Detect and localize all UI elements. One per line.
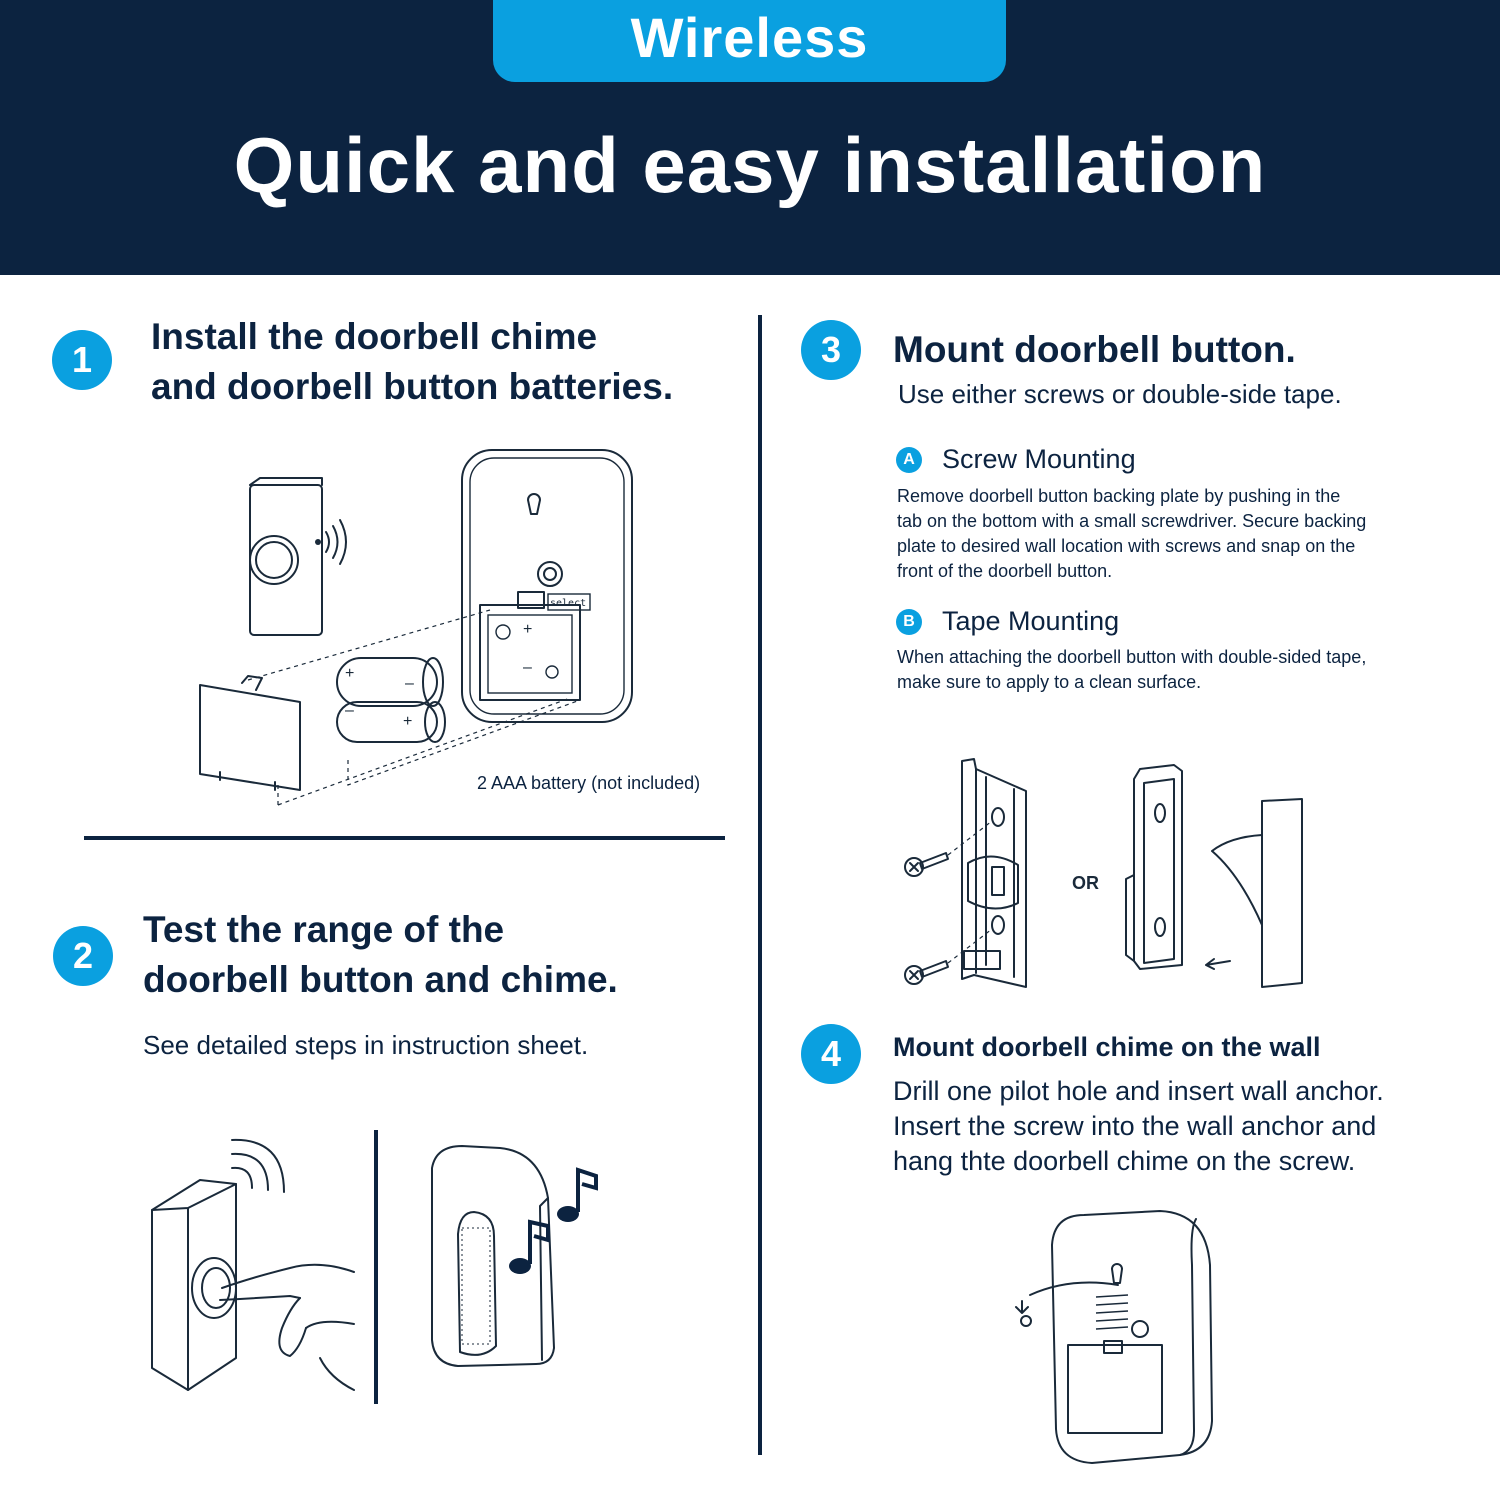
step-4-badge: 4 bbox=[801, 1024, 861, 1084]
svg-text:+: + bbox=[403, 713, 413, 730]
option-b-line-2: make sure to apply to a clean surface. bbox=[897, 672, 1202, 692]
step-4-line-3: hang thte doorbell chime on the screw. bbox=[893, 1146, 1356, 1176]
screw-icon bbox=[905, 821, 992, 984]
svg-text:+: + bbox=[345, 665, 355, 682]
svg-text:–: – bbox=[345, 702, 354, 719]
step-1-badge: 1 bbox=[52, 330, 112, 390]
step-4-line-1: Drill one pilot hole and insert wall anchor. bbox=[893, 1076, 1384, 1106]
option-a-line-2: tab on the bottom with a small screwdriver. Secure backing bbox=[897, 511, 1367, 531]
step-2-title-line2: doorbell button and chime. bbox=[143, 959, 618, 1000]
option-a-line-3: plate to desired wall location with screws and snap on the bbox=[897, 536, 1356, 556]
option-b-badge: B bbox=[896, 609, 922, 635]
or-label: OR bbox=[1072, 873, 1099, 893]
svg-text:+: + bbox=[523, 621, 533, 638]
backing-plate-icon bbox=[1126, 765, 1182, 969]
select-label: select bbox=[550, 598, 587, 609]
option-b-line-1: When attaching the doorbell button with double-sided tape, bbox=[897, 647, 1367, 667]
option-a-line-1: Remove doorbell button backing plate by pushing in the bbox=[897, 486, 1341, 506]
step-2-title-line1: Test the range of the bbox=[143, 909, 505, 950]
wireless-tag: Wireless bbox=[493, 0, 1006, 82]
battery-caption: 2 AAA battery (not included) bbox=[477, 773, 701, 793]
doorbell-button-icon bbox=[152, 1140, 284, 1390]
tape-strip-icon bbox=[1206, 799, 1302, 987]
step-3-subtitle: Use either screws or double-side tape. bbox=[898, 379, 1342, 409]
step-3-title: Mount doorbell button. bbox=[893, 329, 1296, 370]
chime-unit-icon bbox=[432, 1146, 554, 1366]
battery-cover-icon bbox=[200, 676, 300, 790]
section-divider bbox=[84, 836, 725, 840]
step-1-title-line2: and doorbell button batteries. bbox=[151, 366, 674, 407]
option-b-title: Tape Mounting bbox=[942, 606, 1120, 636]
chime-unit-icon bbox=[1052, 1211, 1212, 1463]
option-a-title: Screw Mounting bbox=[942, 444, 1136, 474]
backing-plate-icon bbox=[962, 759, 1026, 987]
option-a-line-4: front of the doorbell button. bbox=[897, 561, 1113, 581]
aaa-battery-icon bbox=[337, 658, 445, 742]
step-2-badge: 2 bbox=[53, 926, 113, 986]
step-2-text: See detailed steps in instruction sheet. bbox=[143, 1030, 589, 1060]
music-note-icon bbox=[509, 1170, 596, 1274]
step-4-title: Mount doorbell chime on the wall bbox=[893, 1032, 1321, 1062]
svg-text:–: – bbox=[405, 675, 414, 692]
column-divider bbox=[758, 315, 762, 1455]
option-a-badge: A bbox=[896, 447, 922, 473]
battery-install-illustration bbox=[190, 440, 650, 820]
page-title: Quick and easy installation bbox=[233, 121, 1267, 209]
chime-unit-icon bbox=[462, 450, 632, 722]
doorbell-button-icon bbox=[250, 478, 346, 635]
finger-press-icon bbox=[220, 1265, 354, 1390]
chime-mount-illustration bbox=[1010, 1205, 1220, 1470]
step-3-badge: 3 bbox=[801, 320, 861, 380]
svg-text:–: – bbox=[523, 659, 532, 676]
step-4-line-2: Insert the screw into the wall anchor and bbox=[893, 1111, 1377, 1141]
step-1-title-line1: Install the doorbell chime bbox=[151, 316, 598, 357]
header-banner bbox=[0, 0, 1500, 275]
range-test-illustration bbox=[140, 1128, 610, 1408]
illustration-divider bbox=[374, 1130, 378, 1404]
mounting-illustration bbox=[900, 755, 1310, 995]
